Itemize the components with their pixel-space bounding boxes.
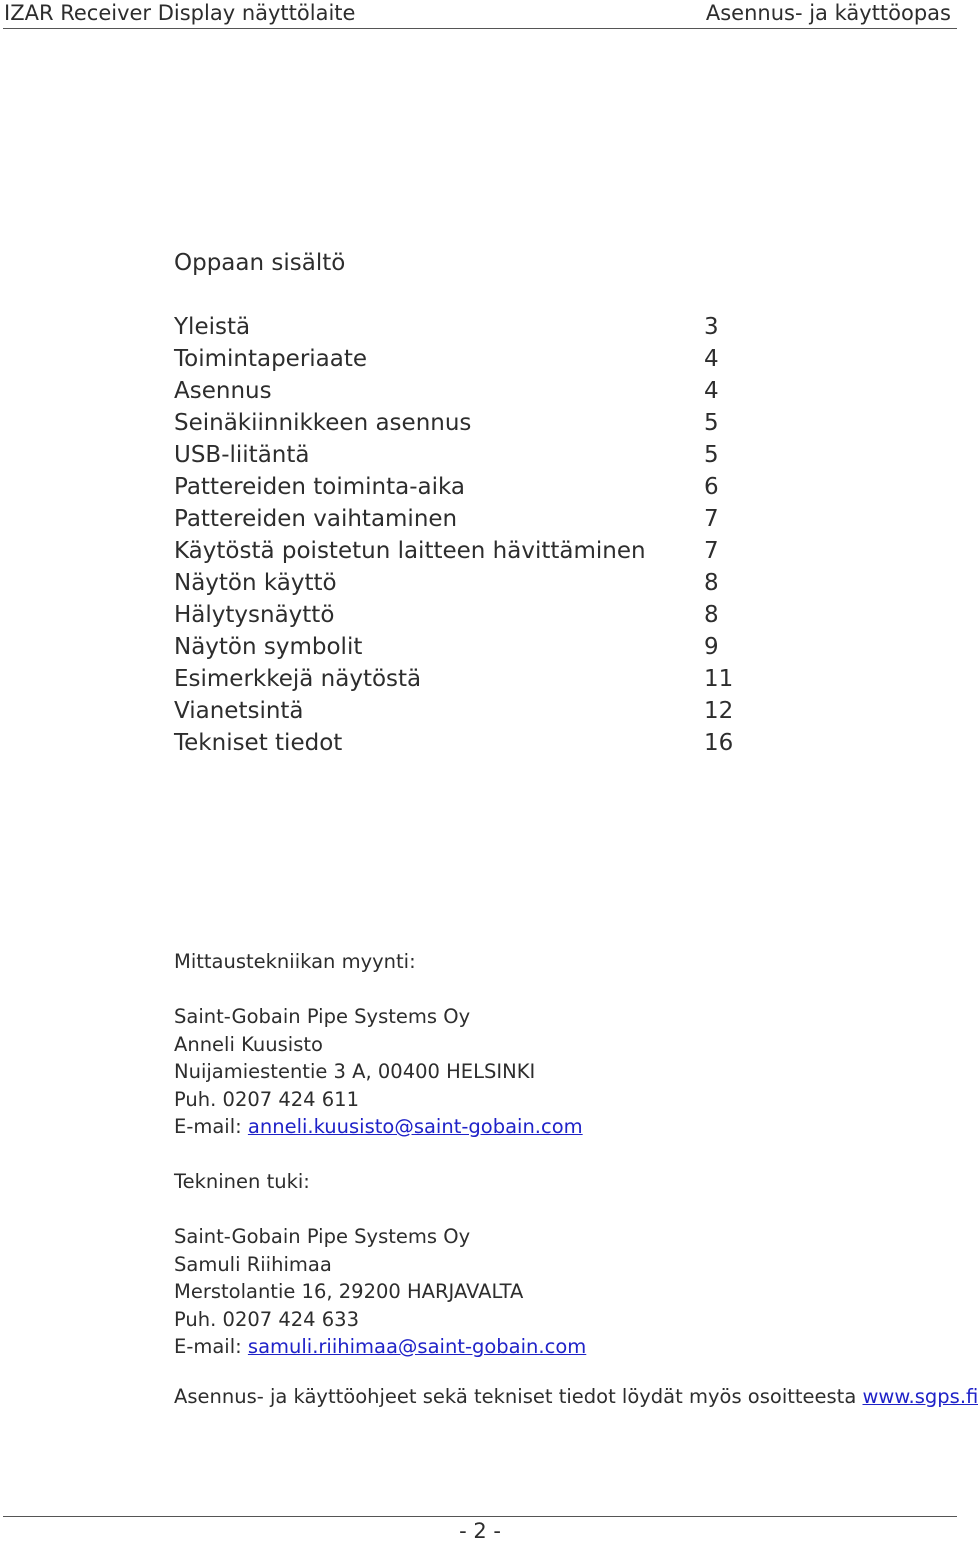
toc-label: Näytön käyttö [174,570,337,596]
toc-row [174,727,774,759]
spacer [174,1361,978,1383]
header-document-type: Asennus- ja käyttöopas [705,1,951,25]
toc-row [174,567,774,599]
sales-email-line [174,1113,978,1141]
support-phone: Puh. 0207 424 633 [174,1307,359,1331]
toc-label: Yleistä [174,314,251,340]
header-divider [3,28,957,29]
sales-phone: Puh. 0207 424 611 [174,1087,359,1111]
support-heading: Tekninen tuki: [174,1170,310,1193]
toc-row [174,631,774,663]
sales-person: Anneli Kuusisto [174,1032,323,1056]
toc-row [174,375,774,407]
toc-label: Vianetsintä [174,698,304,724]
toc-page: 3 [704,314,719,340]
toc-label: Toimintaperiaate [174,346,368,372]
support-company: Saint-Gobain Pipe Systems Oy [174,1225,471,1248]
toc-page: 9 [704,634,719,660]
toc-page: 6 [704,474,719,500]
toc-row [174,407,774,439]
toc-row [174,439,774,471]
toc-label: Käytöstä poistetun laitteen hävittäminen [174,538,646,564]
toc-row [174,503,774,535]
toc-page: 12 [704,698,734,724]
toc-row [174,535,774,567]
toc-page: 7 [704,538,719,564]
website-note-text: Asennus- ja käyttöohjeet sekä tekniset tiedot löydät myös osoitteesta [174,1384,863,1408]
toc-page: 16 [704,730,734,756]
header-document-title: IZAR Receiver Display näyttölaite [4,1,356,25]
spacer [174,976,978,1004]
spacer [174,1141,978,1169]
support-person: Samuli Riihimaa [174,1252,332,1276]
toc-label: Hälytysnäyttö [174,602,335,628]
toc-page: 4 [704,378,719,404]
toc-row [174,599,774,631]
toc-row [174,311,774,343]
website-link[interactable]: www.sgps.fi [862,1384,978,1408]
toc-page: 7 [704,506,719,532]
toc-row [174,343,774,375]
sales-contact-block [174,948,978,1410]
toc-label: Näytön symbolit [174,634,363,660]
toc-title: Oppaan sisältö [174,250,346,276]
sales-email-label: E-mail: [174,1115,248,1138]
toc-label: Seinäkiinnikkeen asennus [174,410,472,436]
toc-label: Tekniset tiedot [174,730,343,756]
spacer [174,1196,978,1224]
toc-label: Pattereiden vaihtaminen [174,506,458,532]
sales-heading: Mittaustekniikan myynti: [174,950,416,973]
toc-label: Asennus [174,378,272,404]
toc-page: 8 [704,570,719,596]
support-email-line [174,1333,978,1361]
support-address: Merstolantie 16, 29200 HARJAVALTA [174,1280,524,1303]
support-email-link[interactable]: samuli.riihimaa@saint-gobain.com [247,1335,587,1358]
toc-page: 5 [704,410,719,436]
toc-page: 11 [704,666,734,692]
sales-company: Saint-Gobain Pipe Systems Oy [174,1005,471,1028]
toc-row [174,695,774,727]
toc-label: USB-liitäntä [174,442,310,468]
toc-page: 8 [704,602,719,628]
page-number: - 2 - [459,1519,501,1543]
sales-email-link[interactable]: anneli.kuusisto@saint-gobain.com [247,1115,583,1138]
footer-divider [3,1516,957,1517]
toc-label: Esimerkkejä näytöstä [174,666,422,692]
website-note [174,1383,978,1411]
toc-row [174,471,774,503]
toc-label: Pattereiden toiminta-aika [174,474,466,500]
support-email-label: E-mail: [174,1335,248,1358]
toc-page: 4 [704,346,719,372]
sales-address: Nuijamiestentie 3 A, 00400 HELSINKI [174,1060,536,1083]
toc-row [174,663,774,695]
toc-page: 5 [704,442,719,468]
table-of-contents [174,311,774,759]
